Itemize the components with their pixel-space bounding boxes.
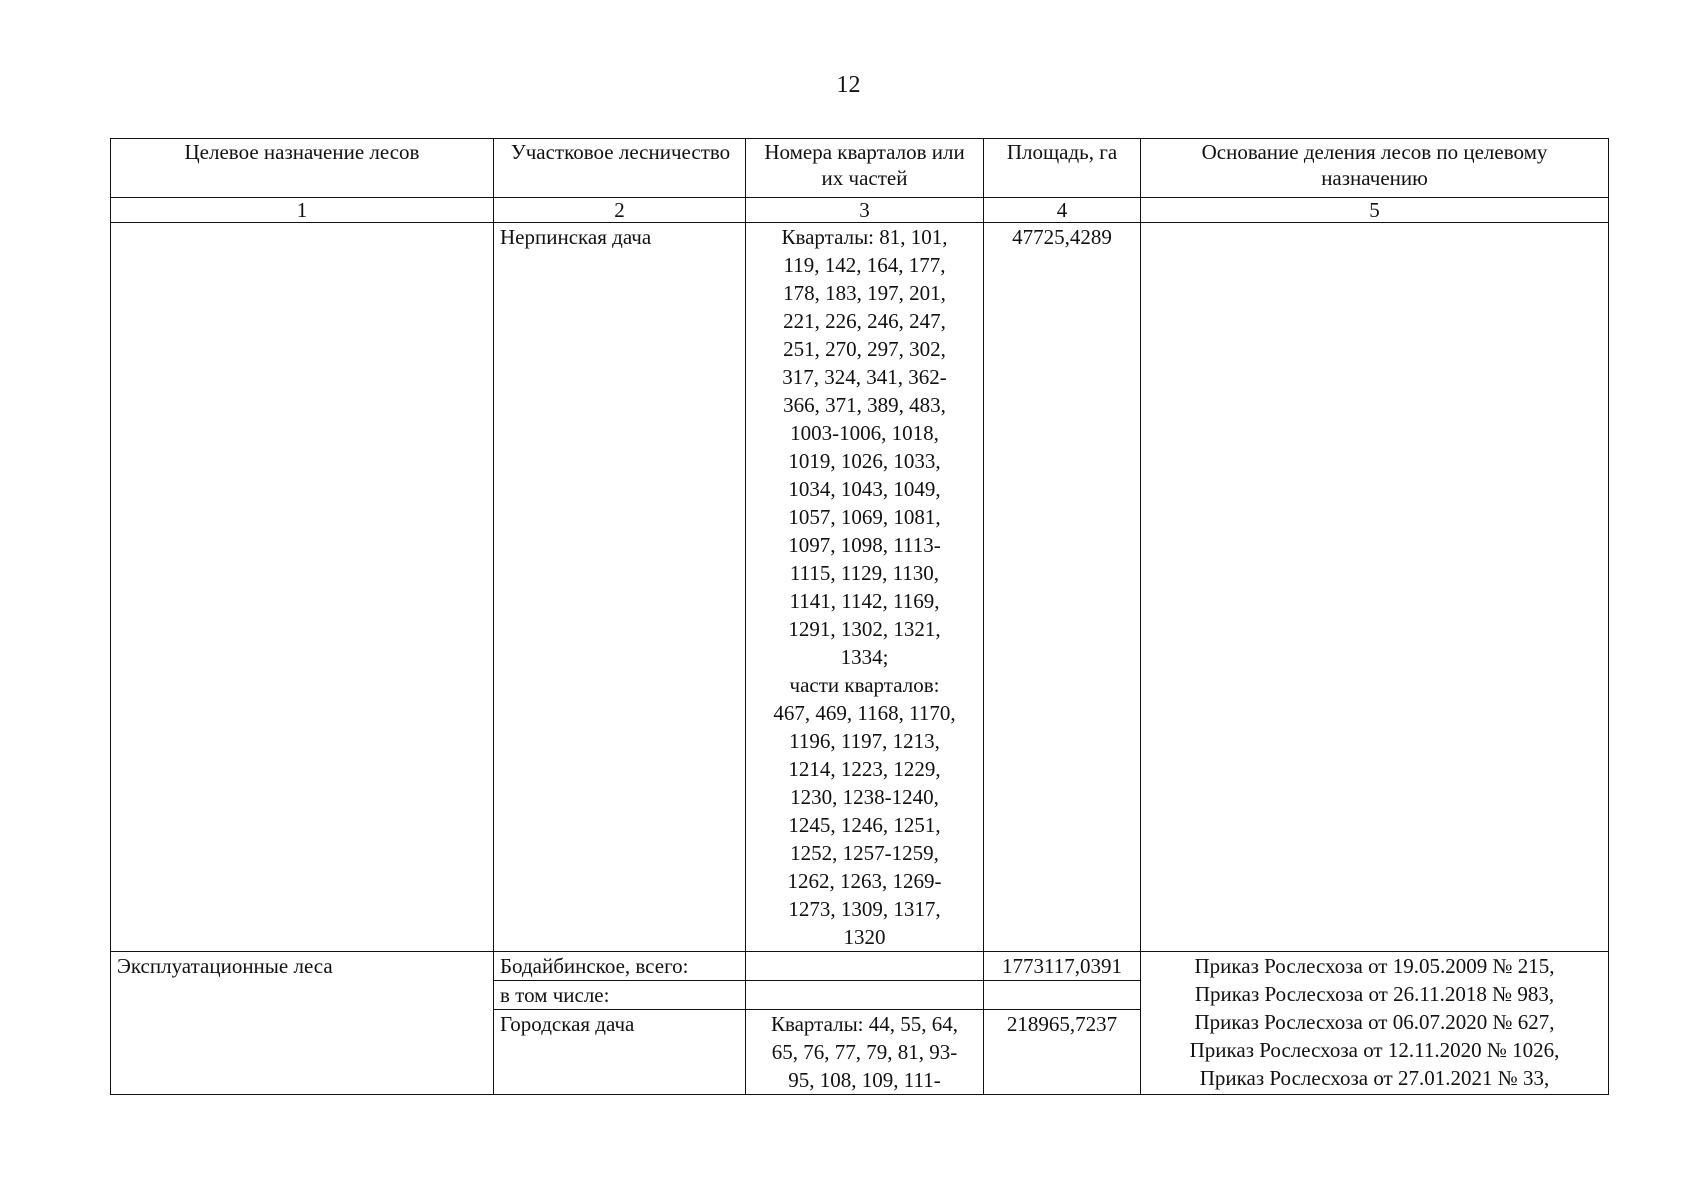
- quarters-line: 65, 76, 77, 79, 81, 93-: [771, 1040, 958, 1064]
- column-number: 3: [746, 198, 984, 223]
- purpose-cell: Эксплуатационные леса: [111, 952, 494, 1095]
- quarters-line: 1252, 1257-1259,: [790, 841, 939, 865]
- basis-line: Приказ Рослесхоза от 26.11.2018 № 983,: [1194, 982, 1555, 1006]
- quarters-cell: [746, 952, 984, 981]
- quarters-line: Кварталы: 44, 55, 64,: [770, 1012, 959, 1036]
- basis-line: Приказ Рослесхоза от 12.11.2020 № 1026,: [1189, 1038, 1560, 1062]
- quarters-line: 1003-1006, 1018,: [790, 421, 939, 445]
- forestry-cell: Городская дача: [494, 1010, 746, 1095]
- basis-cell: [1141, 952, 1609, 1095]
- basis-cell: [1141, 223, 1609, 952]
- column-number: 2: [494, 198, 746, 223]
- quarters-line: 1019, 1026, 1033,: [788, 449, 941, 473]
- quarters-cell: [746, 981, 984, 1010]
- quarters-line: 1057, 1069, 1081,: [788, 505, 941, 529]
- page-number: 12: [836, 72, 861, 98]
- quarters-line: Кварталы: 81, 101,: [781, 225, 948, 249]
- quarters-line: 1245, 1246, 1251,: [788, 813, 941, 837]
- quarters-line: 95, 108, 109, 111-: [788, 1068, 941, 1092]
- quarters-line: 1196, 1197, 1213,: [789, 729, 940, 753]
- quarters-line: 1115, 1129, 1130,: [789, 561, 940, 585]
- purpose-cell: [111, 223, 494, 952]
- table-row: [111, 952, 1609, 981]
- column-number: 4: [984, 198, 1141, 223]
- column-number: 5: [1141, 198, 1609, 223]
- forestry-including-cell: в том числе:: [494, 981, 746, 1010]
- forest-purpose-table: [110, 138, 1609, 1095]
- quarters-line: 221, 226, 246, 247,: [783, 309, 946, 333]
- column-number: 1: [111, 198, 494, 223]
- header-basis: Основание деления лесов по целевому назначению: [1141, 139, 1609, 198]
- header-quarters: Номера кварталов или их частей: [746, 139, 984, 198]
- quarters-line: 1291, 1302, 1321,: [788, 617, 941, 641]
- quarters-line: 1230, 1238-1240,: [790, 785, 939, 809]
- area-total-cell: 1773117,0391: [984, 952, 1141, 981]
- quarters-line: 1034, 1043, 1049,: [788, 477, 941, 501]
- header-area: Площадь, га: [984, 139, 1141, 198]
- quarters-line: 317, 324, 341, 362-: [782, 365, 947, 389]
- quarters-line: 467, 469, 1168, 1170,: [773, 701, 956, 725]
- quarters-line: 1262, 1263, 1269-: [787, 869, 942, 893]
- quarters-line: 1320: [843, 925, 886, 949]
- quarters-line: 1097, 1098, 1113-: [788, 533, 941, 557]
- quarters-line: 119, 142, 164, 177,: [783, 253, 946, 277]
- quarters-line: 1141, 1142, 1169,: [789, 589, 940, 613]
- quarters-line: части кварталов:: [789, 673, 940, 697]
- quarters-line: 178, 183, 197, 201,: [783, 281, 946, 305]
- table-header-row: [111, 139, 1609, 198]
- forestry-cell: Нерпинская дача: [494, 223, 746, 952]
- column-number-row: [111, 198, 1609, 223]
- quarters-line: 1214, 1223, 1229,: [788, 757, 941, 781]
- table-row: [111, 223, 1609, 952]
- basis-line: Приказ Рослесхоза от 06.07.2020 № 627,: [1194, 1010, 1555, 1034]
- quarters-line: 251, 270, 297, 302,: [783, 337, 946, 361]
- area-cell: 47725,4289: [984, 223, 1141, 952]
- forestry-total-cell: Бодайбинское, всего:: [494, 952, 746, 981]
- quarters-line: 1334;: [840, 645, 889, 669]
- quarters-cell: [746, 1010, 984, 1095]
- area-cell: 218965,7237: [984, 1010, 1141, 1095]
- quarters-line: 366, 371, 389, 483,: [783, 393, 946, 417]
- header-forestry: Участковое лесничество: [494, 139, 746, 198]
- area-cell: [984, 981, 1141, 1010]
- basis-line: Приказ Рослесхоза от 27.01.2021 № 33,: [1199, 1066, 1550, 1090]
- header-purpose: Целевое назначение лесов: [111, 139, 494, 198]
- quarters-line: 1273, 1309, 1317,: [788, 897, 941, 921]
- basis-line: Приказ Рослесхоза от 19.05.2009 № 215,: [1194, 954, 1555, 978]
- quarters-cell: [746, 223, 984, 952]
